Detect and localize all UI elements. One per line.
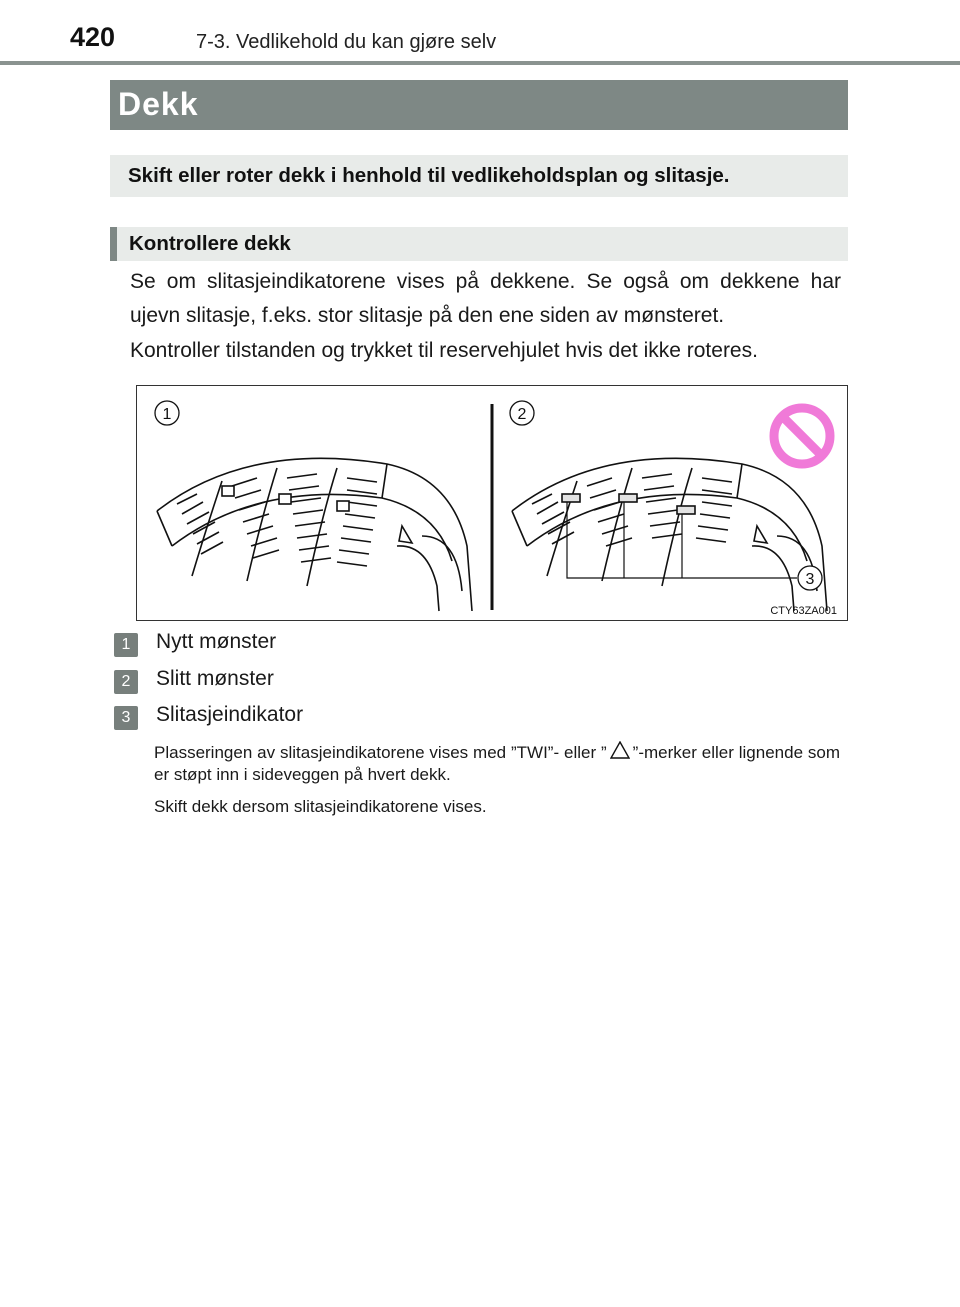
intro-text: Skift eller roter dekk i henhold til vedlikeholdsplan og slitasje. bbox=[128, 164, 730, 187]
intro-box bbox=[110, 155, 848, 197]
subheading-bar bbox=[110, 227, 117, 261]
tire-illustration bbox=[136, 385, 848, 621]
svg-text:2: 2 bbox=[517, 406, 527, 423]
page-header bbox=[0, 0, 960, 62]
callout-1 bbox=[155, 401, 179, 425]
note-replace-tires: Skift dekk dersom slitasjeindikatorene vises. bbox=[154, 797, 487, 816]
paragraph-1: Se om slitasjeindikatorene vises på dekkene. Se også om dekkene har ujevn slitasje, f.eks. stor slitasje på den ene siden av mønsteret. bbox=[130, 270, 841, 327]
note-wear-indicator-location bbox=[154, 741, 840, 786]
svg-text:3: 3 bbox=[805, 571, 815, 588]
legend-label: Nytt mønster bbox=[156, 630, 277, 653]
new-tread-tire bbox=[157, 458, 472, 611]
wear-indicator-icon bbox=[610, 741, 630, 759]
figure-code: CTY63ZA001 bbox=[770, 605, 837, 617]
legend-number: 3 bbox=[114, 706, 138, 730]
legend-number: 2 bbox=[114, 670, 138, 694]
page-title: Dekk bbox=[118, 86, 199, 122]
svg-text:1: 1 bbox=[162, 406, 172, 423]
page-title-bar bbox=[110, 80, 848, 130]
legend-number: 1 bbox=[114, 633, 138, 657]
section-title: 7-3. Vedlikehold du kan gjøre selv bbox=[196, 31, 497, 53]
subheading bbox=[110, 227, 848, 261]
paragraph-2: Kontroller tilstanden og trykket til reservehjulet hvis det ikke roteres. bbox=[130, 339, 758, 362]
callout-3 bbox=[798, 566, 822, 590]
header-rule bbox=[0, 61, 960, 65]
note-text-end: ”-merker eller lignende som er støpt inn i sideveggen på hvert dekk. bbox=[154, 743, 841, 784]
prohibition-icon bbox=[774, 408, 830, 464]
legend-label: Slitasjeindikator bbox=[156, 703, 304, 726]
note-text-start: Plasseringen av slitasjeindikatorene vises med ”TWI”- eller ” bbox=[154, 743, 607, 762]
tire-drawing bbox=[137, 386, 849, 622]
page-number: 420 bbox=[70, 22, 116, 52]
legend-label: Slitt mønster bbox=[156, 667, 274, 690]
subheading-text: Kontrollere dekk bbox=[129, 232, 291, 255]
worn-tread-tire bbox=[512, 458, 827, 611]
callout-2 bbox=[510, 401, 534, 425]
